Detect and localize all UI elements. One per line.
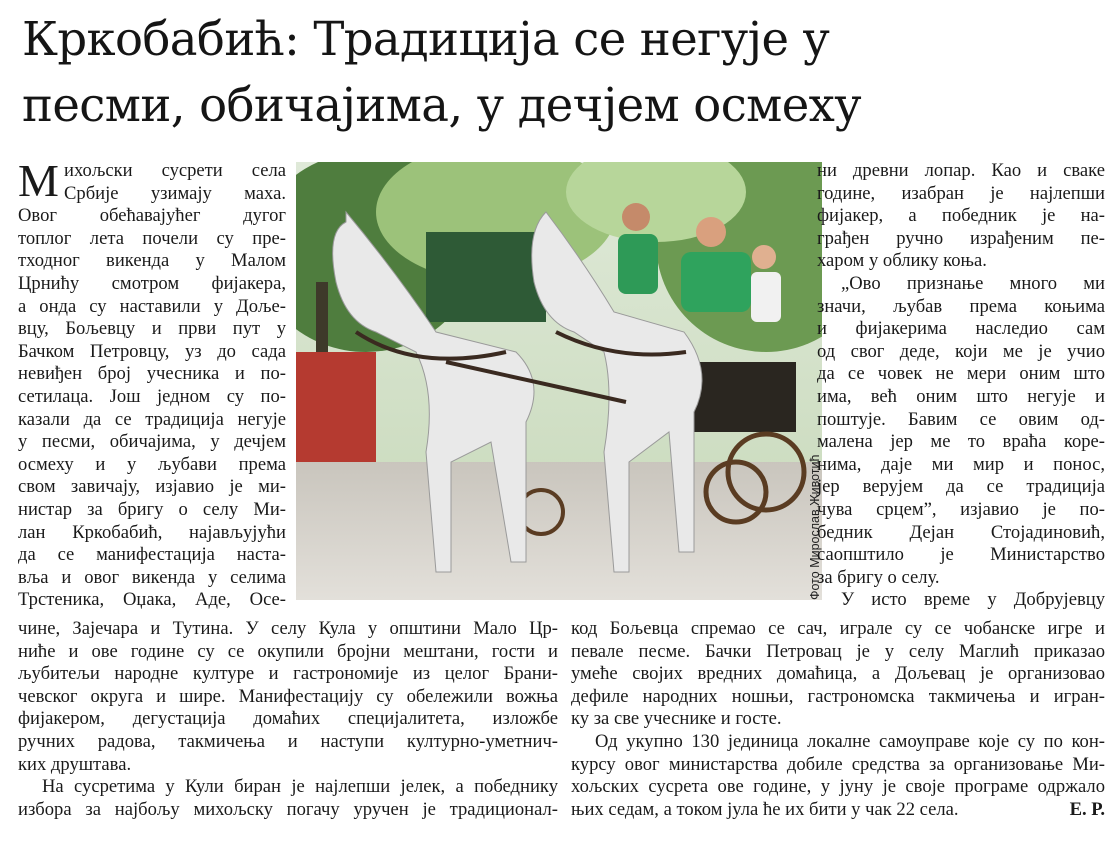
text-line: На сусретима у Кули биран је најлепши јелек, а победнику: [42, 776, 558, 798]
text-line: фијакер, а победник је на-: [817, 205, 1105, 227]
text-line: Србије узимају маха.: [64, 182, 286, 204]
text-line: у песми, обичајима, у дечјем: [18, 431, 286, 453]
text-line: курсу овог министарства добиле средства за организовање Ми-: [571, 753, 1105, 775]
text-line: чине, Зајечара и Тутина. У селу Кула у општини Мало Цр-: [18, 618, 558, 639]
text-line-content: њих седам, а током јула ће их бити у чак 22 села.: [571, 798, 959, 820]
text-line: У исто време у Добрујевцу: [841, 589, 1105, 611]
text-line: сетилаца. Још једном су по-: [18, 385, 286, 407]
headline: [22, 6, 1102, 138]
right-column: [817, 160, 1105, 612]
text-line: нима, даје ми мир и понос,: [817, 453, 1105, 475]
text-line: ни древни лопар. Као и сваке: [817, 160, 1105, 181]
text-line: значи, љубав према коњима: [817, 295, 1105, 317]
text-line: малена јер ме то враћа коре-: [817, 431, 1105, 453]
text-line: Овог обећавајућег дугог: [18, 205, 286, 227]
text-line: осмеху и у љубави према: [18, 453, 286, 475]
text-line: чува срцем”, изјавио је по-: [817, 498, 1105, 520]
left-column: [18, 155, 286, 612]
text-line: ручних радова, такмичења и наступи културно-уметнич-: [18, 730, 558, 752]
text-line: вцу, Бољевцу и први пут у: [18, 318, 286, 340]
photo-credit: Фото Мирослав Животић: [808, 454, 822, 600]
text-line: ниће и ове године су се окупили бројни мештани, гости и: [18, 640, 558, 662]
text-line: и фијакерима наследио сам: [817, 318, 1105, 340]
bottom-left-column: [18, 618, 558, 821]
author-signature: Е. Р.: [1069, 798, 1105, 820]
text-line: нистар за бригу о селу Ми-: [18, 498, 286, 520]
text-line: Црнићу смотром фијакера,: [18, 272, 286, 294]
text-line: бедник Дејан Стојадиновић,: [817, 521, 1105, 543]
text-line: ку за све учеснике и госте.: [571, 708, 782, 730]
text-line: невиђен број учесника и по-: [18, 363, 286, 385]
headline-line-1: Кркобабић: Традиција се негује у: [22, 12, 830, 66]
text-line: свом завичају, изјавио је ми-: [18, 476, 286, 498]
text-line: Бачком Петровцу, уз до сада: [18, 340, 286, 362]
text-line-content: ихољски сусрети села: [64, 160, 286, 181]
text-line: саопштило је Министарство: [817, 544, 1105, 566]
headline-line-2: песми, обичајима, у дечјем осмеху: [22, 78, 862, 132]
text-line: чевског округа и шире. Манифестацију су обележили вожња: [18, 685, 558, 707]
text-line: да се манифестација наста-: [18, 544, 286, 566]
text-line: јер верујем да се традиција: [817, 476, 1105, 498]
text-line: умеће својих вредних домаћица, а Дољевац је организовао: [571, 663, 1105, 685]
text-line: а онда су наставили у Доље-: [18, 295, 286, 317]
text-line: ких друштава.: [18, 753, 132, 775]
article-photo: [296, 162, 822, 600]
text-line: дефиле народних ношњи, гастрономска такмичења и игран-: [571, 685, 1105, 707]
text-line: казали да се традиција негује: [18, 408, 286, 430]
last-line: [571, 799, 1105, 822]
text-line: певале песме. Бачки Петровац је у селу Маглић приказао: [571, 640, 1105, 662]
text-line: поштује. Бавим се овим од-: [817, 408, 1105, 430]
text-line: грађен ручно израђеним пе-: [817, 227, 1105, 249]
text-line: харом у облику коња.: [817, 250, 987, 272]
text-line: да се човек не мери оним што: [817, 363, 1105, 385]
text-line: године, изабран је најлепши: [817, 182, 1105, 204]
text-line: код Бољевца спремао се сач, играле су се чобанске игре и: [571, 618, 1105, 639]
text-line: Од укупно 130 јединица локалне самоуправе које су по кон-: [595, 730, 1105, 752]
text-line: има, већ оним што негује и: [817, 385, 1105, 407]
text-line: вља и овог викенда у селима: [18, 566, 286, 588]
text-line: избора за најбољу михољску погачу уручен је традиционал-: [18, 798, 558, 820]
text-line: од свог деде, који ме је учио: [817, 340, 1105, 362]
text-line: за бригу о селу.: [817, 566, 940, 588]
text-line: топлог лета почели су пре-: [18, 227, 286, 249]
text-line: лан Кркобабић, најављујући: [18, 521, 286, 543]
bottom-right-column: [571, 618, 1105, 821]
text-line: „Ово признање много ми: [841, 272, 1105, 294]
text-line: хољских сусрета ове године, у јуну је своје програме одржало: [571, 776, 1105, 798]
text-line: фијакером, дегустација домаћих специјалитета, изложбе: [18, 708, 558, 730]
text-line: Трстеника, Оџака, Аде, Осе-: [18, 589, 286, 611]
drop-cap: М: [18, 155, 59, 206]
text-line: тходног викенда у Малом: [18, 250, 286, 272]
text-line: љубитељи народне културе и гастрономије из целог Брани-: [18, 663, 558, 685]
